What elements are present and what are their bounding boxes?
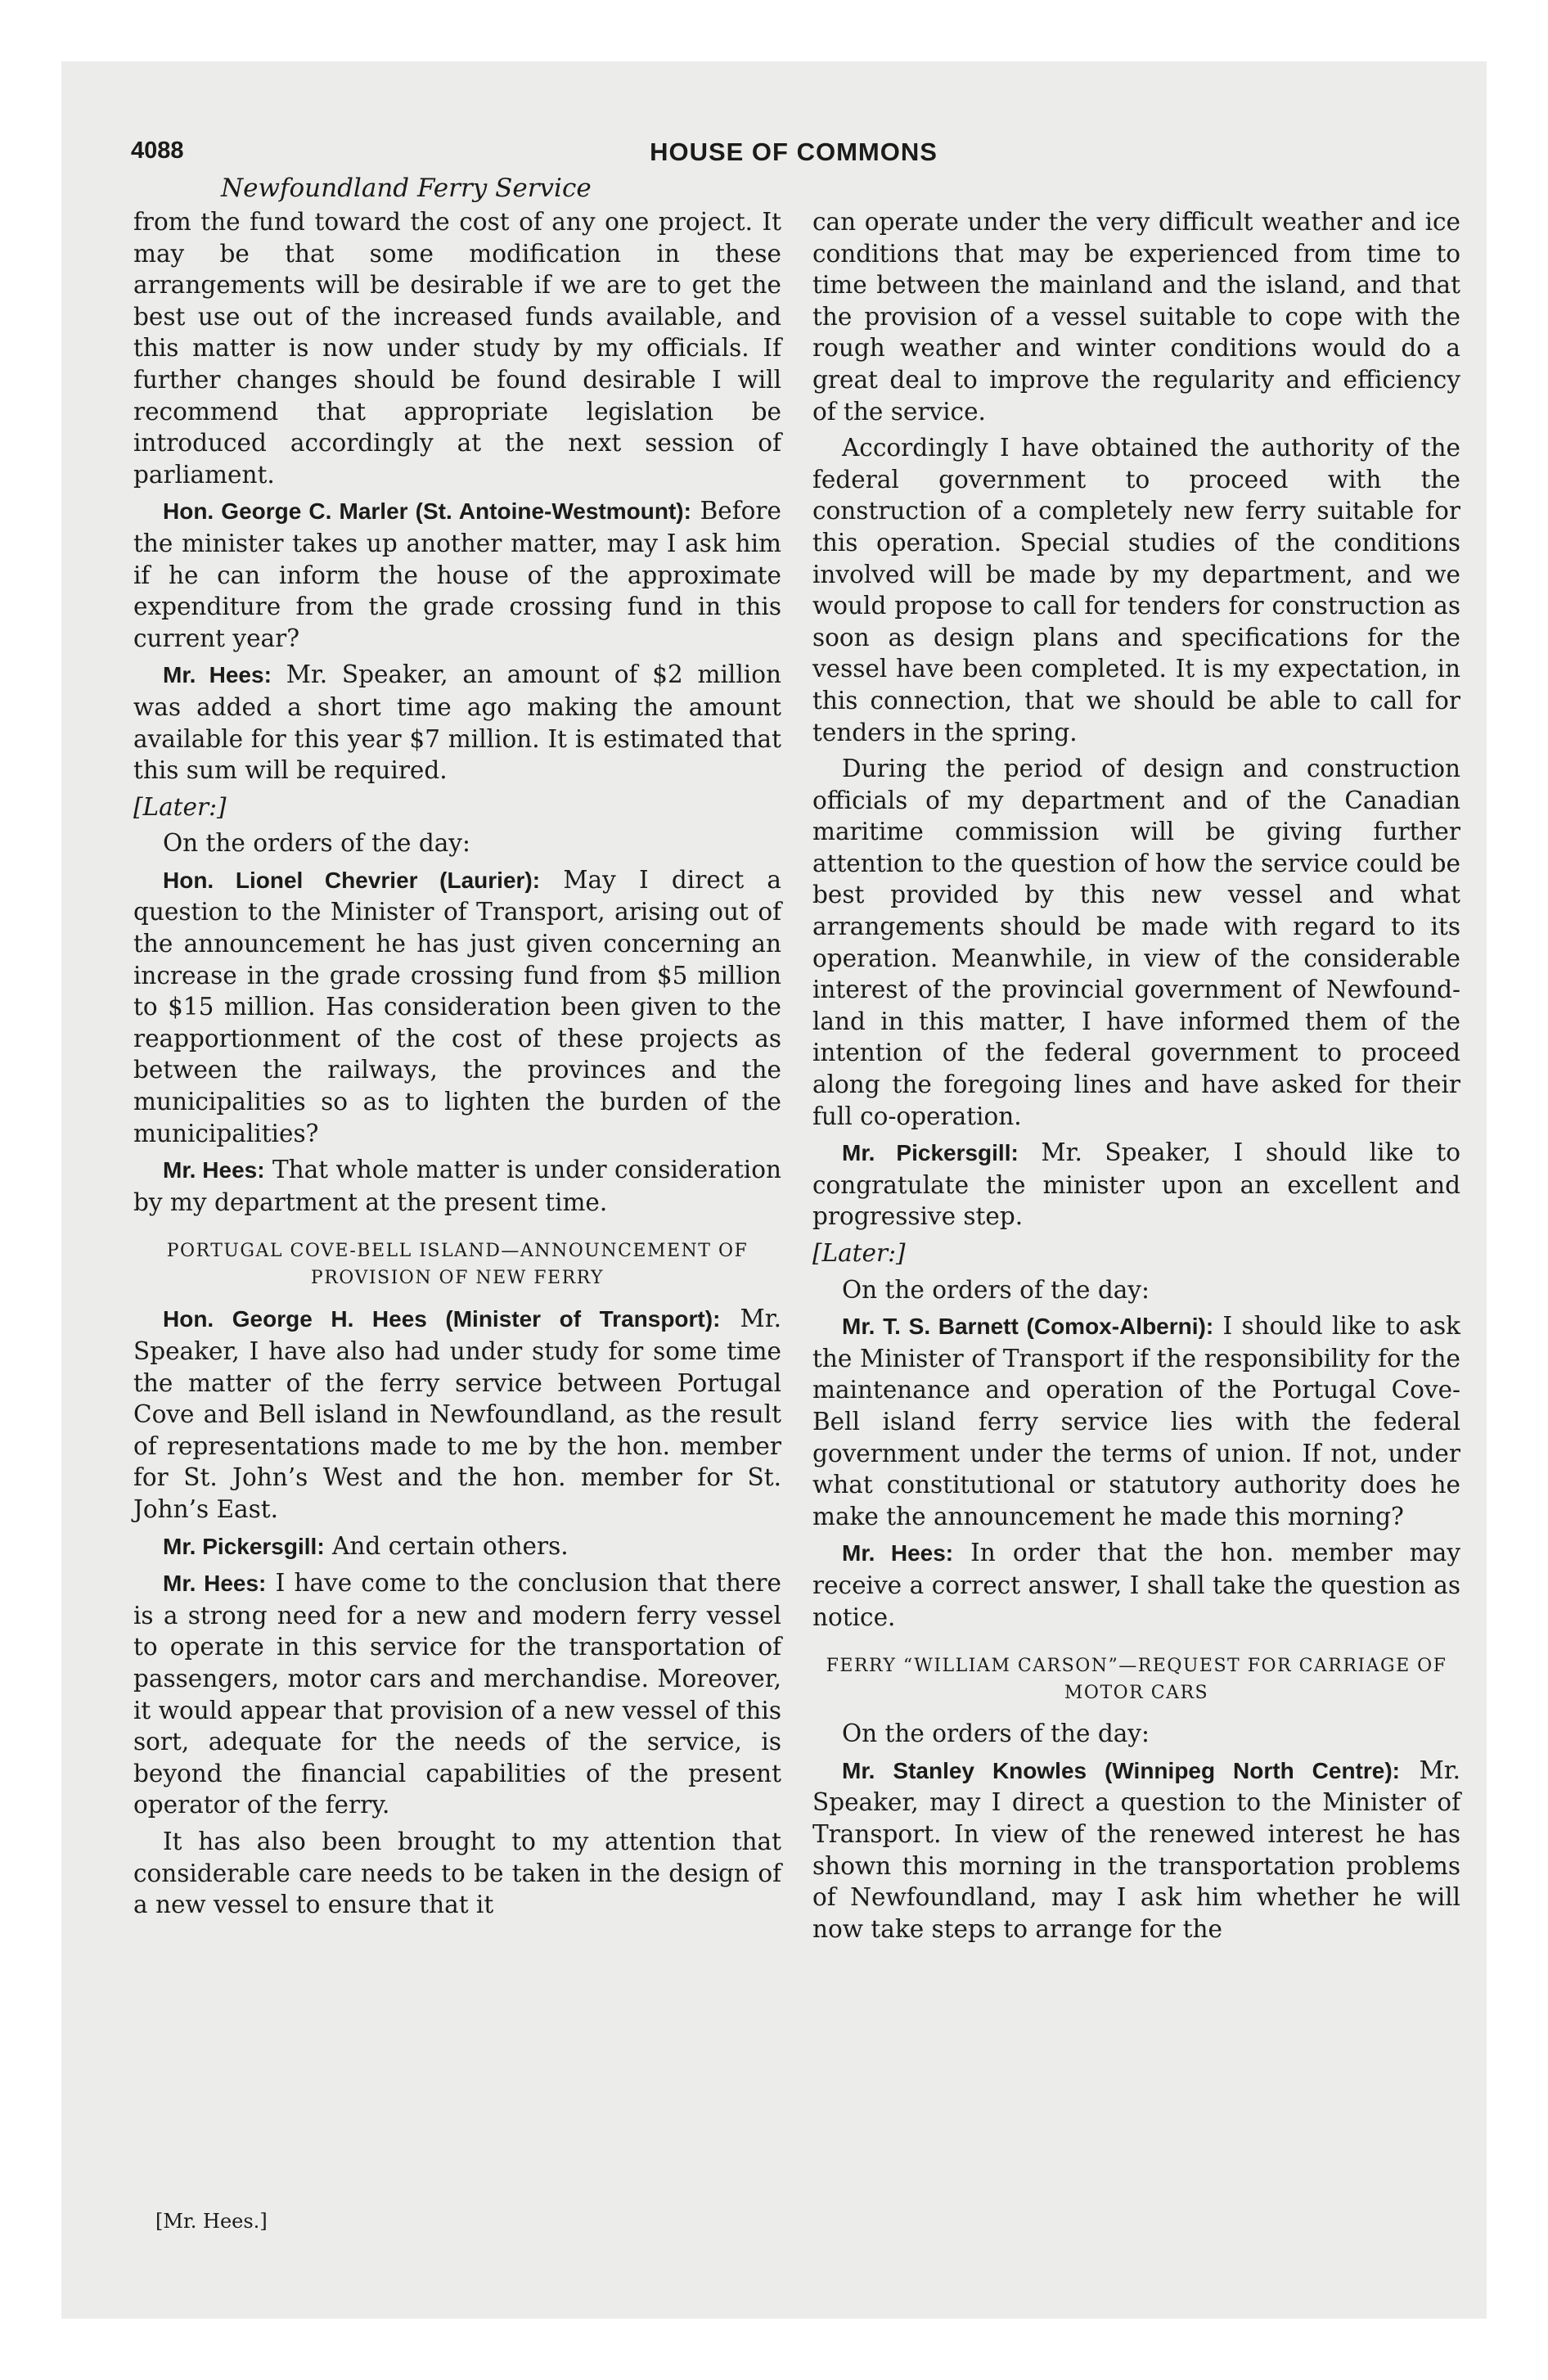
speech xyxy=(133,1154,781,1218)
speech xyxy=(812,1537,1460,1633)
speech-text: May I direct a question to the Minister of Transport, arising out of the announcement he has just given concerning an increase in the grade crossing fund from $5 million to $15 million. Has consideration been given to the reapportionment of the cost of these projects as between the railways, the provinces and the municipalities so as to lighten the burden of the municipalities? xyxy=(133,865,782,1147)
paragraph: from the fund toward the cost of any one project. It may be that some modification in these arrangements will be desirable if we are to get the best use out of the increased funds available, and this matter is now under study by my officials. If further changes should be found desirable I will recommend that appropriate legislation be introduced accordingly at the next session of parliament. xyxy=(133,208,781,489)
page-header xyxy=(131,137,1481,174)
speech xyxy=(812,1310,1460,1532)
speech-text: I should like to ask the Minister of Transport if the responsibility for the maintenance and operation of the Portugal Cove-Bell island ferry service lies with the federal government under the terms of union. If not, under what constitutional or statutory authority does he make the announcement he made this morning? xyxy=(812,1312,1460,1530)
speech-text: I have come to the conclusion that there is a strong need for a new and modern ferry vessel to operate in this service for the transportation of passengers, motor cars and merchandise. Moreover, it would appear that provision of a new vessel of this sort, adequate for the needs of the service, is beyond the financial capabilities of the present operator of the ferry. xyxy=(133,1569,781,1819)
speaker-name: Mr. Hees: xyxy=(163,1571,267,1597)
speech xyxy=(133,1567,781,1821)
speech xyxy=(133,864,781,1149)
running-head: HOUSE OF COMMONS xyxy=(650,137,938,166)
paragraph: Accordingly I have obtained the authority of the federal government to proceed with the construction of a completely new ferry suitable for this operation. Special studies of the conditions involved will be made by my department, and we would propose to call for tenders for construction as soon as design plans and specifications for the vessel have been completed. It is my expectation, in this connection, that we should be able to call for tenders in the spring. xyxy=(812,434,1460,746)
left-column xyxy=(133,206,781,1926)
speech-text: Mr. Speaker, I should like to congratulate the minister upon an excellent and progressive step. xyxy=(812,1138,1461,1231)
speech xyxy=(133,495,781,654)
paragraph: During the period of design and construction officials of my department and of the Canadian maritime commission will be giving further attention to the question of how the service could be best provided by this new vessel and what arrangements should be made with regard to its operation. Meanwhile, in view of the considerable interest of the provincial government of Newfoundland in this matter, I have informed them of the intention of the federal government to proceed along the foregoing lines and have asked for their full co-operation. xyxy=(812,755,1460,1130)
speech xyxy=(133,1530,781,1563)
speech xyxy=(133,659,781,786)
speaker-name: Mr. Hees: xyxy=(163,1157,265,1183)
section-title: Newfoundland Ferry Service xyxy=(221,174,592,203)
speech-text: That whole matter is under consideration by my department at the present time. xyxy=(133,1156,781,1216)
later-marker: [Later:] xyxy=(133,792,227,821)
speech xyxy=(812,1755,1460,1945)
speaker-name: Mr. Stanley Knowles (Winnipeg North Centre): xyxy=(842,1757,1400,1783)
speaker-name: Mr. Hees: xyxy=(163,662,272,688)
speaker-name: Hon. George C. Marler (St. Antoine-Westmount): xyxy=(163,498,691,525)
speech xyxy=(133,1303,781,1525)
orders-of-the-day: On the orders of the day: xyxy=(842,1275,1150,1304)
footer-speaker-note: [Mr. Hees.] xyxy=(155,2210,268,2233)
orders-of-the-day: On the orders of the day: xyxy=(842,1720,1150,1748)
orders-of-the-day: On the orders of the day: xyxy=(163,829,470,858)
later-marker: [Later:] xyxy=(812,1239,906,1267)
speech-text: Mr. Speaker, an amount of $2 million was added a short time ago making the amount available for this year $7 million. It is estimated that this sum will be required. xyxy=(133,660,781,785)
subject-heading: PORTUGAL COVE-BELL ISLAND—ANNOUNCEMENT OF PROVISION OF NEW FERRY xyxy=(166,1241,749,1289)
speech xyxy=(812,1137,1460,1233)
right-column xyxy=(812,206,1460,1950)
speaker-name: Mr. Pickersgill: xyxy=(163,1533,325,1559)
speech-text: Mr. Speaker, I have also had under study for some time the matter of the ferry service between Portugal Cove and Bell island in Newfoundland, as the result of representations made to me by the hon. member for St. John’s West and the hon. member for St. John’s East. xyxy=(133,1305,782,1523)
speech-text: In order that the hon. member may receive a correct answer, I shall take the question as notice. xyxy=(812,1539,1461,1631)
page-number: 4088 xyxy=(131,137,184,164)
speaker-name: Hon. George H. Hees (Minister of Transport): xyxy=(163,1306,721,1332)
paragraph: can operate under the very difficult weather and ice conditions that may be experienced from time to time between the mainland and the island, and that the provision of a vessel suitable to cope with the rough weather and winter conditions would do a great deal to improve the regularity and efficiency of the service. xyxy=(812,208,1460,426)
speaker-name: Hon. Lionel Chevrier (Laurier): xyxy=(163,867,541,893)
speech-text: Mr. Speaker, may I direct a question to the Minister of Transport. In view of the renewed interest he has shown this morning in the transportation problems of Newfoundland, may I ask him whether he will now take steps to arrange for the xyxy=(812,1756,1460,1943)
speaker-name: Mr. Pickersgill: xyxy=(842,1140,1019,1166)
speech-text: And certain others. xyxy=(324,1531,569,1560)
speech-text: Before the minister takes up another matter, may I ask him if he can inform the house of the approximate expenditure from the grade crossing fund in this current year? xyxy=(133,497,781,652)
subject-heading: FERRY “WILLIAM CARSON”—REQUEST FOR CARRIAGE OF MOTOR CARS xyxy=(826,1656,1447,1704)
speaker-name: Mr. Hees: xyxy=(842,1540,954,1566)
speaker-name: Mr. T. S. Barnett (Comox-Alberni): xyxy=(842,1314,1214,1340)
paragraph: It has also been brought to my attention that considerable care needs to be taken in the design of a new vessel to ensure that it xyxy=(133,1827,781,1919)
